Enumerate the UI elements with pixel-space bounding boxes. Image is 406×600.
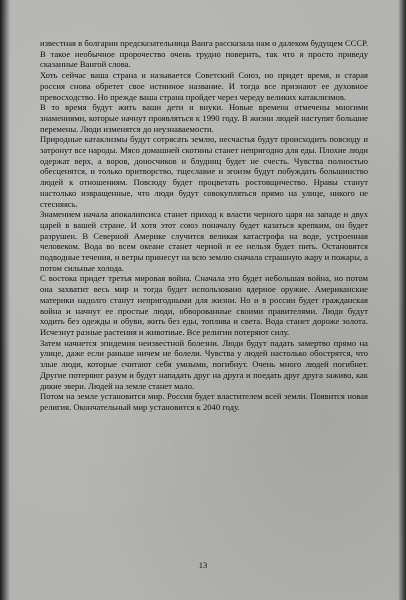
paragraph-2: Хоть сейчас ваша страна и называется Советский Союз, но придет время, и старая россия снова обретет свое истинное название. И тогда все признают ее духовное превосходство. Но прежде ваша страна пройдет через череду великих катаклизмов. bbox=[40, 70, 368, 102]
paragraph-3: В то время будут жить ваши дети и внуки. Новые времена отмечены многими знамениями, которые начнут проявляться к 1990 году. В жизни людей наступят большие перемены. Люди изменятся до неузнаваемости. bbox=[40, 102, 368, 134]
paragraph-8: Потом на земле установится мир. Россия будет властителем всей земли. Появится новая религия. Окончательный мир установится к 2040 году. bbox=[40, 391, 368, 412]
document-body bbox=[40, 38, 368, 413]
paragraph-6: С востока придет третья мировая война. Сначала это будет небольшая война, но потом она захватит весь мир и тогда будет использовано ядерное оружие. Американские материки надолго станут непригодными для жизни. Но и в россии будет гражданская война и начнут ее простые люди, обворованные своими правителями. Люди будут ходить без одежды и обуви, жить без еды, топлива и света. Вода станет дороже золота. Исчезнут разные растения и животные. Все религии потеряют силу. bbox=[40, 273, 368, 337]
paragraph-4: Природные катаклизмы будут сотрясать землю, несчастья будут происходить повсюду и затронут все народы. Мясо домашней скотины станет непригодно для еды. Плохие люди одержат верх, а воров, доносчиков и блудниц будет не счесть. Чувства полностью обесценятся, и только притворство, тщеславие и эгоизм будут побуждать большинство людей к отношениям. Повсюду будет процветать ростовщичество. Нравы станут настолько извращенные, что люди будут совокупляться прямо на улице, никого не стесняясь. bbox=[40, 134, 368, 209]
paragraph-1: известная в болгарии предсказательница Ванга рассказала нам о далеком будущем СССР. В такое необычное пророчество очень трудно поверить, так что я просто приведу сказанные Вангой слова. bbox=[40, 38, 368, 70]
page-number: 13 bbox=[198, 560, 208, 570]
paragraph-7: Затем начнется эпидемия неизвестной болезни. Люди будут падать замертво прямо на улице, даже если раньше ничем не болели. Чувства у людей настолько обострятся, что злые люди, которые считают себя умными, погибнут. Очень много людей погибнет. Другие потеряют разум и будут нападать друг на друга и поедать друг друга заживо, как дикие звери. Людей на земле станет мало. bbox=[40, 337, 368, 391]
paragraph-5: Знамением начала апокалипсиса станет приход к власти черного царя на западе и двух царей в вашей стране. И хотя этот союз поначалу будет казаться крепким, он будет разрушен. В Северной Америке случится великая катастрофа на воде, устроенная человеком. Вода во всем океане станет черной и ее нельзя будет пить. Остановятся подводные течения, и ветры принесут на всю землю сначала страшную жару и пожары, а потом сильные холода. bbox=[40, 209, 368, 273]
